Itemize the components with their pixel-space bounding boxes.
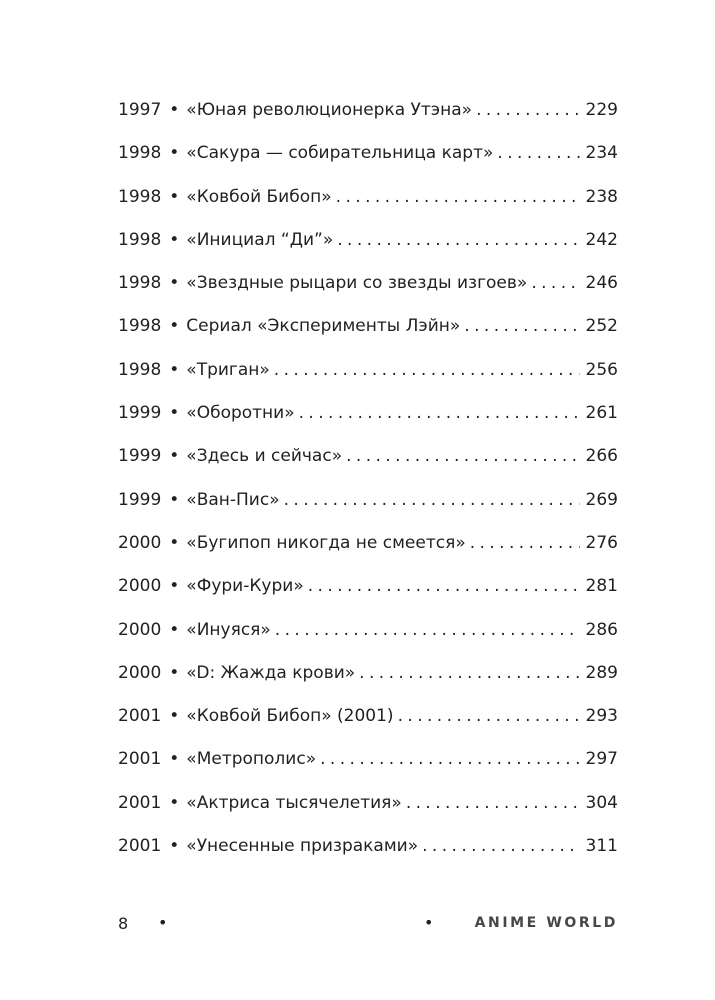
footer-bullet-left: • (158, 913, 168, 932)
toc-entry-bullet: • (169, 229, 180, 250)
toc-dot-leader (398, 702, 580, 730)
toc-entry-year: 1998 (118, 316, 162, 337)
toc-entry-year: 1998 (118, 229, 162, 250)
toc-entry-bullet: • (169, 316, 180, 337)
toc-dot-leader (337, 226, 579, 254)
toc-entry-bullet: • (169, 446, 180, 467)
toc-entry-page-number: 311 (585, 836, 618, 857)
toc-entry-bullet: • (169, 749, 180, 770)
toc-entry-page-number: 229 (585, 100, 618, 120)
toc-entry-bullet: • (169, 489, 180, 510)
toc-entry-page-number: 281 (585, 576, 618, 597)
toc-entry-year: 2000 (118, 576, 162, 597)
toc-entry-bullet: • (169, 576, 180, 597)
toc-entry (118, 616, 618, 659)
toc-entry-year: 2001 (118, 836, 162, 857)
toc-entry (118, 442, 618, 485)
toc-entry-year: 1999 (118, 403, 162, 424)
toc-entry-page-number: 256 (585, 359, 618, 380)
footer-bullet-right: • (424, 913, 434, 932)
toc-entry-page-number: 246 (585, 273, 618, 294)
toc-entry-title: «Актриса тысячелетия» (186, 792, 402, 813)
toc-entry (118, 745, 618, 788)
toc-entry-bullet: • (169, 792, 180, 813)
toc-dot-leader (284, 486, 580, 514)
running-book-title: ANIME WORLD (474, 915, 618, 931)
toc-dot-leader (464, 312, 579, 340)
toc-dot-leader (406, 789, 580, 817)
page-number: 8 (118, 914, 129, 933)
toc-dot-leader (476, 96, 579, 124)
table-of-contents (118, 96, 618, 875)
toc-entry-page-number: 304 (585, 792, 618, 813)
toc-entry-title: «Звездные рыцари со звезды изгоев» (186, 273, 528, 294)
toc-dot-leader (346, 442, 579, 470)
toc-entry-bullet: • (169, 532, 180, 553)
toc-entry-bullet: • (169, 619, 180, 640)
toc-entry (118, 312, 618, 355)
toc-entry (118, 139, 618, 182)
toc-entry-page-number: 276 (585, 532, 618, 553)
toc-entry-title: «Метрополис» (186, 749, 317, 770)
toc-entry-page-number: 252 (585, 316, 618, 337)
toc-entry-bullet: • (169, 143, 180, 164)
toc-entry-page-number: 297 (585, 749, 618, 770)
toc-entry-year: 1998 (118, 359, 162, 380)
toc-entry-page-number: 286 (585, 619, 618, 640)
toc-dot-leader (308, 572, 580, 600)
toc-entry-bullet: • (169, 186, 180, 207)
toc-entry-page-number: 289 (585, 662, 618, 683)
toc-dot-leader (299, 399, 580, 427)
toc-entry (118, 269, 618, 312)
toc-entry (118, 529, 618, 572)
toc-entry-title: Сериал «Эксперименты Лэйн» (186, 316, 461, 337)
toc-entry-title: «Фури-Кури» (186, 576, 304, 597)
toc-entry-bullet: • (169, 706, 180, 727)
toc-entry-year: 2000 (118, 662, 162, 683)
toc-entry-year: 1999 (118, 446, 162, 467)
toc-entry-title: «Ковбой Бибоп» (2001) (186, 706, 394, 727)
toc-dot-leader (422, 832, 579, 860)
toc-entry-title: «Инициал “Ди”» (186, 229, 334, 250)
toc-entry-title: «Ван-Пис» (186, 489, 280, 510)
toc-entry-year: 2001 (118, 706, 162, 727)
toc-entry (118, 832, 618, 875)
toc-entry-bullet: • (169, 273, 180, 294)
toc-entry (118, 572, 618, 615)
toc-dot-leader (274, 356, 580, 384)
toc-entry-year: 2000 (118, 619, 162, 640)
toc-entry-year: 1998 (118, 143, 162, 164)
toc-entry-bullet: • (169, 359, 180, 380)
toc-entry (118, 399, 618, 442)
toc-dot-leader (470, 529, 580, 557)
toc-entry-title: «Триган» (186, 359, 270, 380)
toc-entry-year: 2000 (118, 532, 162, 553)
toc-dot-leader (320, 745, 579, 773)
toc-entry-year: 2001 (118, 792, 162, 813)
toc-entry (118, 486, 618, 529)
toc-entry (118, 96, 618, 139)
toc-dot-leader (531, 269, 579, 297)
toc-entry-bullet: • (169, 100, 180, 120)
toc-entry-year: 1999 (118, 489, 162, 510)
toc-entry (118, 702, 618, 745)
toc-entry (118, 226, 618, 269)
toc-entry-title: «Унесенные призраками» (186, 836, 419, 857)
toc-entry-bullet: • (169, 662, 180, 683)
toc-entry (118, 659, 618, 702)
toc-entry-title: «D: Жажда крови» (186, 662, 356, 683)
toc-entry-page-number: 238 (585, 186, 618, 207)
toc-entry-title: «Инуяся» (186, 619, 271, 640)
toc-entry-page-number: 242 (585, 229, 618, 250)
toc-entry-title: «Юная революционерка Утэна» (186, 100, 473, 120)
toc-entry-bullet: • (169, 836, 180, 857)
toc-entry-title: «Здесь и сейчас» (186, 446, 343, 467)
toc-entry-title: «Ковбой Бибоп» (186, 186, 332, 207)
toc-entry-title: «Оборотни» (186, 403, 295, 424)
toc-dot-leader (359, 659, 579, 687)
toc-entry-year: 2001 (118, 749, 162, 770)
toc-entry-page-number: 293 (585, 706, 618, 727)
toc-entry-bullet: • (169, 403, 180, 424)
toc-entry-year: 1998 (118, 273, 162, 294)
toc-entry-year: 1997 (118, 100, 162, 120)
toc-entry (118, 356, 618, 399)
page-footer (118, 910, 618, 938)
toc-entry-title: «Сакура — собирательница карт» (186, 143, 494, 164)
toc-dot-leader (275, 616, 580, 644)
toc-entry (118, 789, 618, 832)
toc-entry-year: 1998 (118, 186, 162, 207)
toc-entry-page-number: 269 (585, 489, 618, 510)
toc-entry-page-number: 266 (585, 446, 618, 467)
toc-dot-leader (336, 183, 580, 211)
toc-entry-page-number: 261 (585, 403, 618, 424)
toc-entry (118, 183, 618, 226)
toc-entry-page-number: 234 (585, 143, 618, 164)
toc-dot-leader (497, 139, 579, 167)
toc-entry-title: «Бугипоп никогда не смеется» (186, 532, 466, 553)
